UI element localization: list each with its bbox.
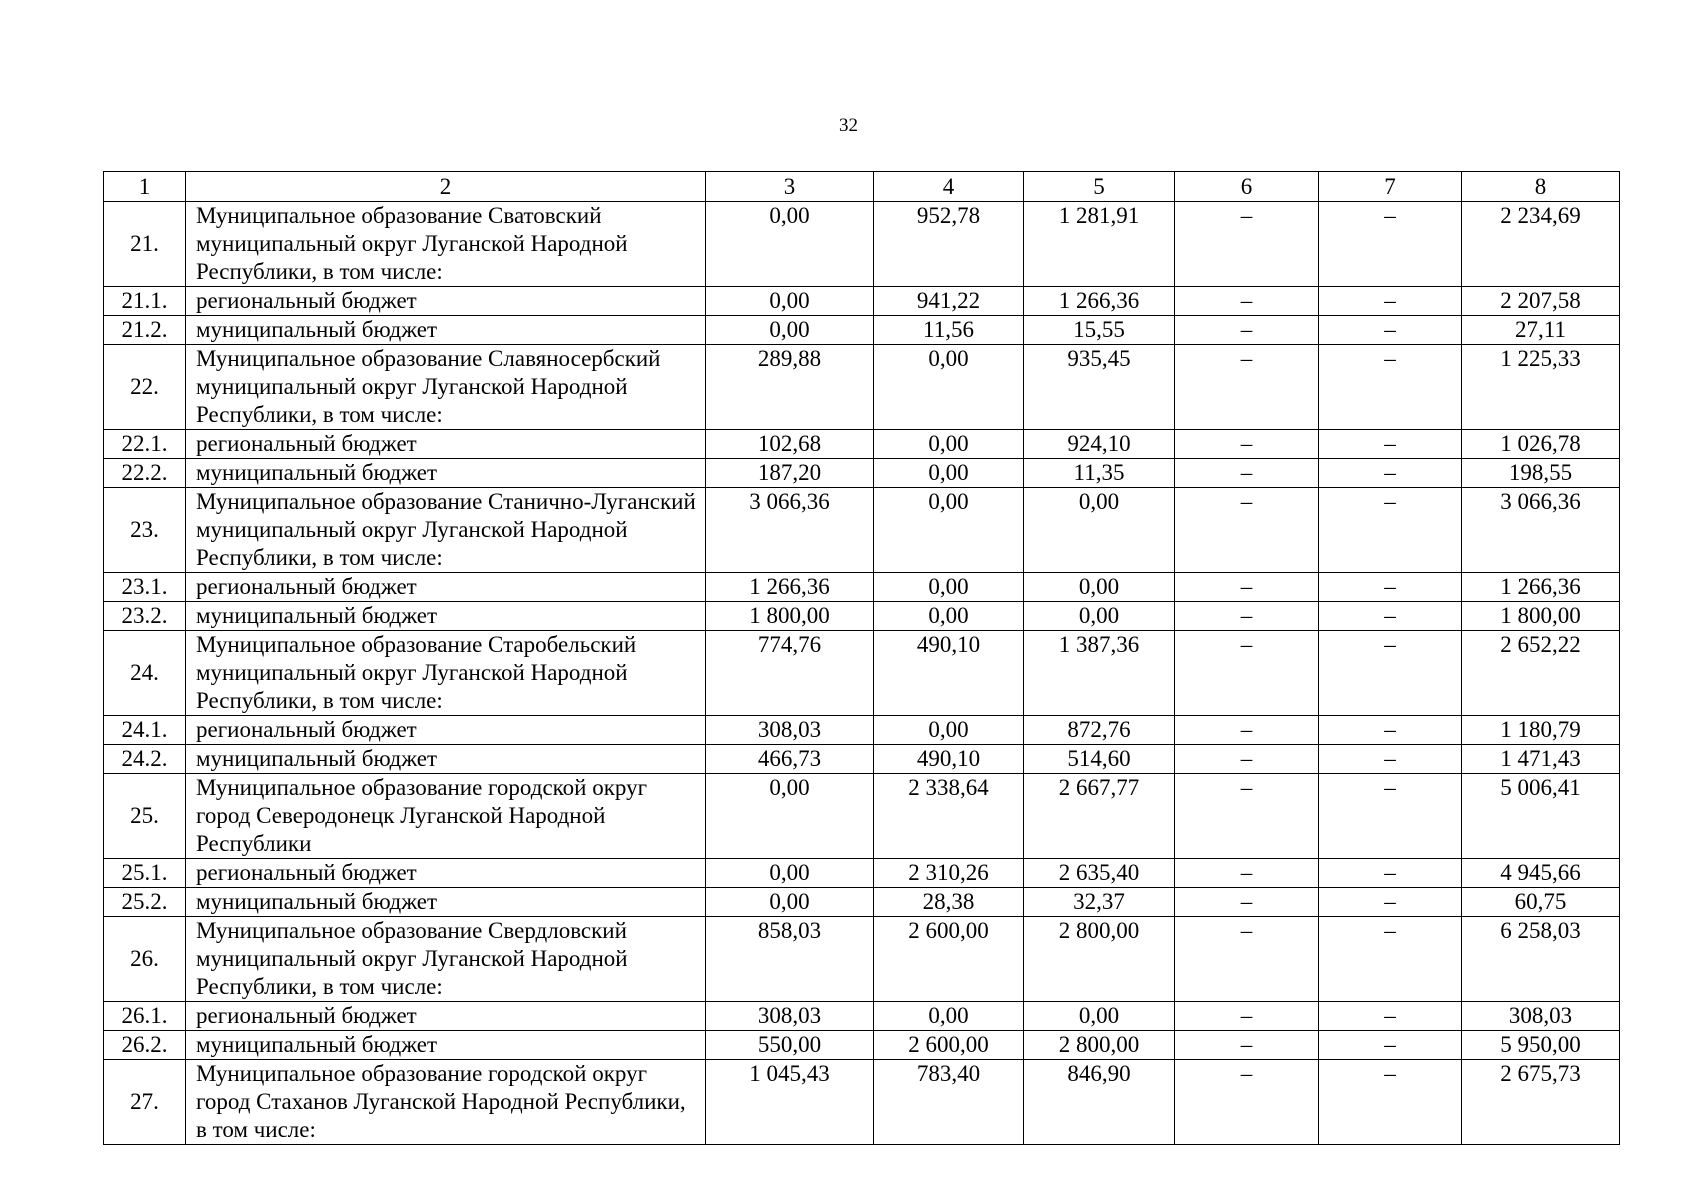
value-cell: 198,55 — [1462, 459, 1620, 488]
row-number-cell: 23.2. — [104, 602, 186, 631]
value-cell: 308,03 — [706, 1002, 874, 1031]
value-cell: 0,00 — [706, 287, 874, 316]
table-row — [104, 1060, 1620, 1145]
value-cell: 0,00 — [874, 1002, 1024, 1031]
value-cell: 4 945,66 — [1462, 859, 1620, 888]
row-number-cell: 25.1. — [104, 859, 186, 888]
value-cell: 1 266,36 — [1462, 573, 1620, 602]
value-cell: 1 180,79 — [1462, 716, 1620, 745]
value-cell: 11,35 — [1024, 459, 1175, 488]
row-number-cell: 21. — [104, 202, 186, 287]
value-cell: 1 800,00 — [706, 602, 874, 631]
value-cell: 514,60 — [1024, 745, 1175, 774]
value-cell: – — [1319, 631, 1462, 716]
value-cell: 774,76 — [706, 631, 874, 716]
row-name-cell: региональный бюджет — [186, 287, 706, 316]
value-cell: – — [1319, 345, 1462, 430]
value-cell: – — [1319, 917, 1462, 1002]
value-cell: – — [1319, 316, 1462, 345]
value-cell: – — [1175, 316, 1319, 345]
budget-table — [103, 171, 1620, 1145]
value-cell: 2 652,22 — [1462, 631, 1620, 716]
row-name-cell: Муниципальное образование Старобельский муниципальный округ Луганской Народной Республики, в том числе: — [186, 631, 706, 716]
value-cell: 941,22 — [874, 287, 1024, 316]
value-cell: – — [1319, 488, 1462, 573]
value-cell: 952,78 — [874, 202, 1024, 287]
value-cell: – — [1175, 488, 1319, 573]
row-name-cell: муниципальный бюджет — [186, 888, 706, 917]
value-cell: 308,03 — [706, 716, 874, 745]
value-cell: 0,00 — [1024, 573, 1175, 602]
value-cell: 0,00 — [874, 345, 1024, 430]
value-cell: 0,00 — [1024, 488, 1175, 573]
row-number-cell: 27. — [104, 1060, 186, 1145]
row-name-cell: муниципальный бюджет — [186, 745, 706, 774]
value-cell: 308,03 — [1462, 1002, 1620, 1031]
value-cell: 858,03 — [706, 917, 874, 1002]
value-cell: 2 600,00 — [874, 917, 1024, 1002]
value-cell: 1 225,33 — [1462, 345, 1620, 430]
table-row — [104, 602, 1620, 631]
value-cell: – — [1319, 888, 1462, 917]
value-cell: – — [1319, 287, 1462, 316]
row-number-cell: 24. — [104, 631, 186, 716]
value-cell: 3 066,36 — [706, 488, 874, 573]
value-cell: 0,00 — [1024, 602, 1175, 631]
value-cell: 490,10 — [874, 631, 1024, 716]
table-row — [104, 345, 1620, 430]
value-cell: – — [1175, 1031, 1319, 1060]
table-row — [104, 1002, 1620, 1031]
value-cell: – — [1175, 202, 1319, 287]
value-cell: 1 800,00 — [1462, 602, 1620, 631]
table-row — [104, 631, 1620, 716]
value-cell: 27,11 — [1462, 316, 1620, 345]
value-cell: 2 667,77 — [1024, 774, 1175, 859]
value-cell: 1 281,91 — [1024, 202, 1175, 287]
page-number: 32 — [839, 115, 858, 136]
value-cell: 187,20 — [706, 459, 874, 488]
row-number-cell: 23.1. — [104, 573, 186, 602]
value-cell: – — [1319, 573, 1462, 602]
value-cell: – — [1319, 430, 1462, 459]
value-cell: 0,00 — [1024, 1002, 1175, 1031]
row-name-cell: Муниципальное образование Сватовский муниципальный округ Луганской Народной Республики, в том числе: — [186, 202, 706, 287]
value-cell: 1 266,36 — [706, 573, 874, 602]
row-name-cell: региональный бюджет — [186, 859, 706, 888]
column-header: 1 — [104, 172, 186, 202]
value-cell: – — [1319, 774, 1462, 859]
table-header-row — [104, 172, 1620, 202]
value-cell: 0,00 — [874, 430, 1024, 459]
value-cell: 2 800,00 — [1024, 1031, 1175, 1060]
value-cell: 935,45 — [1024, 345, 1175, 430]
value-cell: 2 635,40 — [1024, 859, 1175, 888]
value-cell: 1 266,36 — [1024, 287, 1175, 316]
table-row — [104, 459, 1620, 488]
row-name-cell: Муниципальное образование Славяносербский муниципальный округ Луганской Народной Республики, в том числе: — [186, 345, 706, 430]
value-cell: 3 066,36 — [1462, 488, 1620, 573]
value-cell: 924,10 — [1024, 430, 1175, 459]
value-cell: – — [1175, 573, 1319, 602]
row-name-cell: муниципальный бюджет — [186, 1031, 706, 1060]
value-cell: 0,00 — [706, 888, 874, 917]
value-cell: – — [1175, 888, 1319, 917]
value-cell: – — [1319, 602, 1462, 631]
value-cell: 28,38 — [874, 888, 1024, 917]
row-name-cell: Муниципальное образование Станично-Луганский муниципальный округ Луганской Народной Республики, в том числе: — [186, 488, 706, 573]
value-cell: 1 387,36 — [1024, 631, 1175, 716]
row-number-cell: 23. — [104, 488, 186, 573]
value-cell: 0,00 — [706, 202, 874, 287]
value-cell: 1 471,43 — [1462, 745, 1620, 774]
value-cell: – — [1175, 1002, 1319, 1031]
value-cell: – — [1175, 1060, 1319, 1145]
table-row — [104, 745, 1620, 774]
table-row — [104, 716, 1620, 745]
table-row — [104, 1031, 1620, 1060]
table-row — [104, 859, 1620, 888]
column-header: 4 — [874, 172, 1024, 202]
row-number-cell: 21.2. — [104, 316, 186, 345]
row-number-cell: 26.1. — [104, 1002, 186, 1031]
column-header: 6 — [1175, 172, 1319, 202]
value-cell: 490,10 — [874, 745, 1024, 774]
value-cell: – — [1175, 631, 1319, 716]
value-cell: – — [1175, 745, 1319, 774]
value-cell: 2 600,00 — [874, 1031, 1024, 1060]
row-number-cell: 26.2. — [104, 1031, 186, 1060]
row-name-cell: региональный бюджет — [186, 430, 706, 459]
value-cell: – — [1319, 1060, 1462, 1145]
row-name-cell: Муниципальное образование Свердловский муниципальный округ Луганской Народной Республики, в том числе: — [186, 917, 706, 1002]
row-number-cell: 25.2. — [104, 888, 186, 917]
value-cell: 2 675,73 — [1462, 1060, 1620, 1145]
value-cell: 60,75 — [1462, 888, 1620, 917]
value-cell: 2 207,58 — [1462, 287, 1620, 316]
value-cell: 550,00 — [706, 1031, 874, 1060]
row-number-cell: 21.1. — [104, 287, 186, 316]
value-cell: 15,55 — [1024, 316, 1175, 345]
value-cell: – — [1175, 716, 1319, 745]
column-header: 3 — [706, 172, 874, 202]
column-header: 8 — [1462, 172, 1620, 202]
value-cell: 466,73 — [706, 745, 874, 774]
table-row — [104, 430, 1620, 459]
value-cell: – — [1175, 430, 1319, 459]
value-cell: 783,40 — [874, 1060, 1024, 1145]
value-cell: 0,00 — [874, 488, 1024, 573]
row-name-cell: муниципальный бюджет — [186, 316, 706, 345]
value-cell: – — [1175, 602, 1319, 631]
value-cell: 0,00 — [706, 774, 874, 859]
column-header: 7 — [1319, 172, 1462, 202]
table-row — [104, 888, 1620, 917]
value-cell: – — [1319, 745, 1462, 774]
row-name-cell: муниципальный бюджет — [186, 602, 706, 631]
value-cell: 872,76 — [1024, 716, 1175, 745]
value-cell: – — [1175, 917, 1319, 1002]
value-cell: – — [1319, 202, 1462, 287]
value-cell: 1 026,78 — [1462, 430, 1620, 459]
value-cell: 6 258,03 — [1462, 917, 1620, 1002]
value-cell: 846,90 — [1024, 1060, 1175, 1145]
value-cell: – — [1175, 345, 1319, 430]
row-name-cell: региональный бюджет — [186, 716, 706, 745]
value-cell: 102,68 — [706, 430, 874, 459]
row-name-cell: Муниципальное образование городской округ город Северодонецк Луганской Народной Республики — [186, 774, 706, 859]
value-cell: 2 800,00 — [1024, 917, 1175, 1002]
table-row — [104, 573, 1620, 602]
table-row — [104, 287, 1620, 316]
value-cell: 11,56 — [874, 316, 1024, 345]
row-number-cell: 26. — [104, 917, 186, 1002]
row-number-cell: 22. — [104, 345, 186, 430]
value-cell: 0,00 — [874, 602, 1024, 631]
column-header: 5 — [1024, 172, 1175, 202]
column-header: 2 — [186, 172, 706, 202]
row-number-cell: 22.2. — [104, 459, 186, 488]
value-cell: – — [1319, 716, 1462, 745]
value-cell: 5 950,00 — [1462, 1031, 1620, 1060]
row-name-cell: Муниципальное образование городской округ город Стаханов Луганской Народной Республики, в том числе: — [186, 1060, 706, 1145]
row-name-cell: региональный бюджет — [186, 573, 706, 602]
value-cell: 32,37 — [1024, 888, 1175, 917]
table-row — [104, 917, 1620, 1002]
value-cell: 0,00 — [874, 459, 1024, 488]
value-cell: 2 234,69 — [1462, 202, 1620, 287]
value-cell: – — [1319, 459, 1462, 488]
row-name-cell: региональный бюджет — [186, 1002, 706, 1031]
table-row — [104, 316, 1620, 345]
value-cell: 2 338,64 — [874, 774, 1024, 859]
table-row — [104, 202, 1620, 287]
value-cell: – — [1319, 1031, 1462, 1060]
row-number-cell: 22.1. — [104, 430, 186, 459]
value-cell: – — [1175, 774, 1319, 859]
value-cell: 289,88 — [706, 345, 874, 430]
value-cell: – — [1319, 859, 1462, 888]
value-cell: – — [1319, 1002, 1462, 1031]
value-cell: 0,00 — [706, 316, 874, 345]
value-cell: 0,00 — [874, 716, 1024, 745]
row-number-cell: 25. — [104, 774, 186, 859]
value-cell: 1 045,43 — [706, 1060, 874, 1145]
value-cell: 0,00 — [706, 859, 874, 888]
value-cell: 2 310,26 — [874, 859, 1024, 888]
row-number-cell: 24.2. — [104, 745, 186, 774]
table-row — [104, 774, 1620, 859]
table-row — [104, 488, 1620, 573]
value-cell: – — [1175, 287, 1319, 316]
value-cell: 0,00 — [874, 573, 1024, 602]
row-number-cell: 24.1. — [104, 716, 186, 745]
row-name-cell: муниципальный бюджет — [186, 459, 706, 488]
value-cell: – — [1175, 459, 1319, 488]
value-cell: – — [1175, 859, 1319, 888]
value-cell: 5 006,41 — [1462, 774, 1620, 859]
